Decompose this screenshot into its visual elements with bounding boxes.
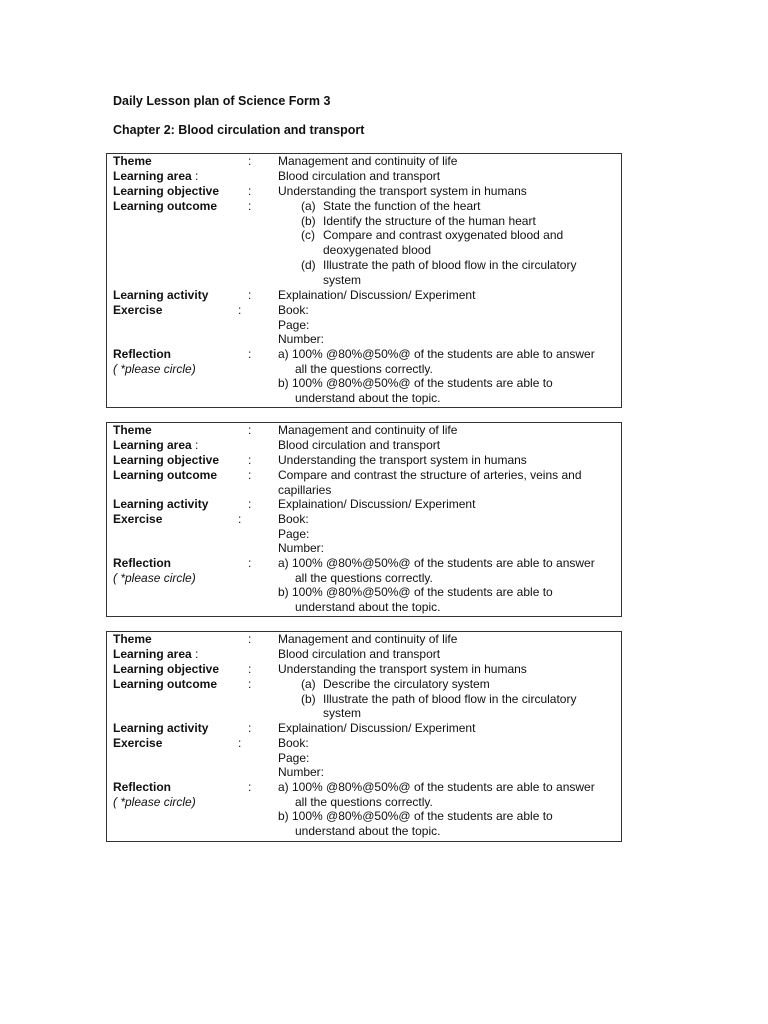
colon: :	[248, 288, 252, 302]
exercise-label: Exercise	[113, 512, 163, 526]
reflection-b: b) 100% @80%@50%@ of the students are able to understand about the topic.	[278, 376, 553, 406]
exercise-page: Page:	[278, 317, 310, 332]
theme-value: Management and continuity of life	[278, 423, 458, 437]
outcome-marker: (b)	[301, 691, 316, 706]
theme-label: Theme	[113, 423, 152, 437]
learning-area-label: Learning area :	[113, 647, 199, 661]
colon: :	[238, 512, 242, 526]
lesson-plan-2	[106, 422, 622, 617]
learning-activity-value: Explaination/ Discussion/ Experiment	[278, 288, 476, 302]
colon: :	[248, 662, 252, 676]
document-title: Daily Lesson plan of Science Form 3	[113, 94, 331, 108]
learning-outcome-value: Compare and contrast the structure of arteries, veins and capillaries	[278, 468, 582, 497]
exercise-label: Exercise	[113, 303, 163, 317]
reflection-a: a) 100% @80%@50%@ of the students are able to answer all the questions correctly.	[278, 780, 595, 809]
theme-value: Management and continuity of life	[278, 154, 458, 168]
outcome-marker: (b)	[301, 213, 316, 228]
outcome-marker: (a)	[301, 677, 316, 691]
colon: :	[238, 736, 242, 750]
outcome-item	[278, 214, 608, 229]
learning-objective-value: Understanding the transport system in humans	[278, 662, 527, 676]
learning-objective-label: Learning objective	[113, 662, 220, 676]
reflection-value	[278, 780, 608, 839]
exercise-number: Number:	[278, 541, 325, 556]
colon: :	[248, 347, 252, 361]
exercise-number: Number:	[278, 765, 325, 780]
learning-outcome-list	[278, 199, 608, 287]
reflection-b: b) 100% @80%@50%@ of the students are able to understand about the topic.	[278, 809, 553, 839]
theme-label: Theme	[113, 632, 152, 646]
circle-note: ( *please circle)	[113, 362, 196, 376]
learning-activity-label: Learning activity	[113, 721, 209, 735]
learning-activity-label: Learning activity	[113, 288, 209, 302]
learning-activity-value: Explaination/ Discussion/ Experiment	[278, 497, 476, 511]
learning-area-value: Blood circulation and transport	[278, 438, 441, 452]
learning-objective-value: Understanding the transport system in humans	[278, 453, 527, 467]
colon: :	[248, 154, 252, 168]
exercise-value	[278, 303, 608, 347]
outcome-text: Illustrate the path of blood flow in the circulatory system	[323, 691, 577, 721]
learning-outcome-list	[278, 677, 608, 721]
outcome-item	[278, 258, 608, 287]
colon: :	[248, 423, 252, 437]
colon: :	[248, 199, 252, 213]
outcome-text: Describe the circulatory system	[323, 677, 490, 691]
learning-area-label: Learning area :	[113, 169, 199, 183]
learning-outcome-label: Learning outcome	[113, 468, 218, 482]
colon: :	[248, 184, 252, 198]
outcome-text: Compare and contrast oxygenated blood and deoxygenated blood	[323, 228, 564, 258]
exercise-page: Page:	[278, 526, 310, 541]
learning-area-value: Blood circulation and transport	[278, 169, 441, 183]
reflection-b: b) 100% @80%@50%@ of the students are able to understand about the topic.	[278, 585, 553, 615]
outcome-marker: (d)	[301, 257, 316, 272]
exercise-book: Book:	[278, 736, 309, 750]
learning-activity-value: Explaination/ Discussion/ Experiment	[278, 721, 476, 735]
learning-activity-label: Learning activity	[113, 497, 209, 511]
circle-note: ( *please circle)	[113, 795, 196, 809]
reflection-value	[278, 556, 608, 615]
exercise-page: Page:	[278, 750, 310, 765]
learning-objective-label: Learning objective	[113, 453, 220, 467]
learning-outcome-label: Learning outcome	[113, 199, 218, 213]
exercise-value	[278, 512, 608, 556]
lesson-plan-1	[106, 153, 622, 408]
colon: :	[248, 780, 252, 794]
learning-area-value: Blood circulation and transport	[278, 647, 441, 661]
outcome-text: Identify the structure of the human heart	[323, 213, 536, 228]
colon: :	[238, 303, 242, 317]
colon: :	[248, 556, 252, 570]
circle-note: ( *please circle)	[113, 571, 196, 585]
reflection-value	[278, 347, 608, 406]
theme-label: Theme	[113, 154, 152, 168]
outcome-item	[278, 692, 608, 721]
outcome-marker: (c)	[301, 228, 315, 243]
colon: :	[248, 468, 252, 482]
colon: :	[248, 497, 252, 511]
outcome-item	[278, 199, 608, 214]
reflection-a: a) 100% @80%@50%@ of the students are able to answer all the questions correctly.	[278, 556, 595, 585]
reflection-label: Reflection	[113, 347, 172, 361]
chapter-title: Chapter 2: Blood circulation and transport	[113, 123, 365, 137]
theme-value: Management and continuity of life	[278, 632, 458, 646]
exercise-value	[278, 736, 608, 780]
exercise-book: Book:	[278, 303, 309, 317]
learning-objective-label: Learning objective	[113, 184, 220, 198]
outcome-text: State the function of the heart	[323, 199, 481, 213]
outcome-item	[278, 677, 608, 692]
learning-area-label: Learning area :	[113, 438, 199, 452]
lesson-plan-3	[106, 631, 622, 842]
learning-objective-value: Understanding the transport system in humans	[278, 184, 527, 198]
exercise-book: Book:	[278, 512, 309, 526]
colon: :	[248, 721, 252, 735]
reflection-label: Reflection	[113, 780, 172, 794]
reflection-label: Reflection	[113, 556, 172, 570]
exercise-label: Exercise	[113, 736, 163, 750]
reflection-a: a) 100% @80%@50%@ of the students are able to answer all the questions correctly.	[278, 347, 595, 376]
colon: :	[248, 677, 252, 691]
outcome-marker: (a)	[301, 199, 316, 213]
colon: :	[248, 453, 252, 467]
colon: :	[248, 632, 252, 646]
exercise-number: Number:	[278, 332, 325, 347]
outcome-text: Illustrate the path of blood flow in the circulatory system	[323, 257, 577, 287]
outcome-item	[278, 228, 608, 257]
learning-outcome-label: Learning outcome	[113, 677, 218, 691]
